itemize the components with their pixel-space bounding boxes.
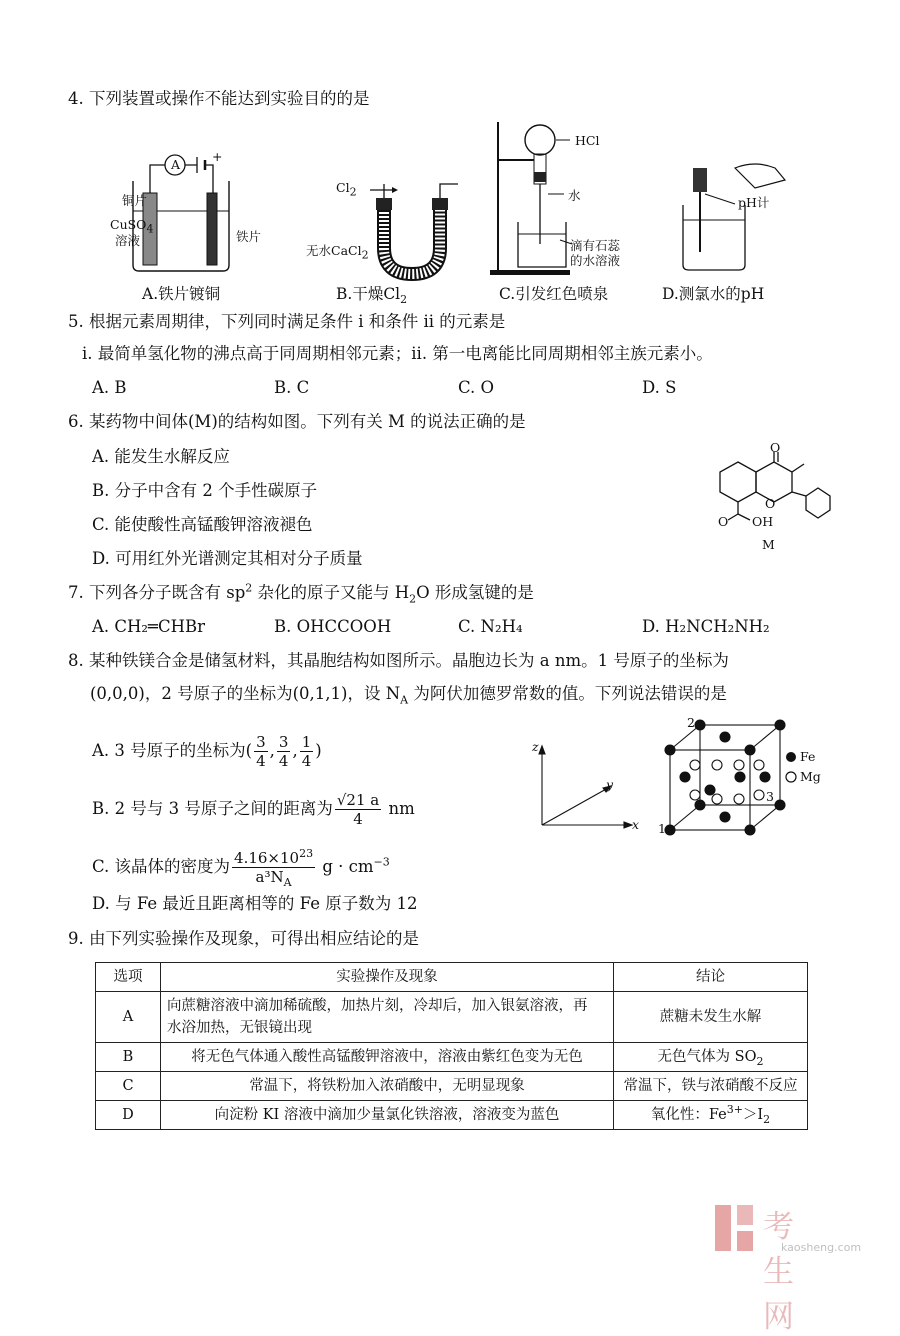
iron-label: 铁片: [236, 229, 262, 244]
q7-option-d: D. H₂NCH₂NH₂: [642, 617, 770, 636]
q7-option-b: B. OHCCOOH: [274, 617, 392, 636]
q6-stem: 6. 某药物中间体(M)的结构如图。下列有关 M 的说法正确的是: [68, 412, 526, 431]
cacl2-label: 无水CaCl$_2$: [306, 243, 369, 262]
q8-option-b: B. 2 号与 3 号原子之间的距离为 $\frac{√21 a}{4}$ nm: [92, 791, 415, 828]
q4-stem: 4. 下列装置或操作不能达到实验目的的是: [68, 89, 370, 108]
atom-label-1: 1: [658, 821, 666, 836]
m-oxo-o: O: [770, 440, 781, 455]
row-option: B: [96, 1043, 161, 1072]
caption-c: C.引发红色喷泉: [499, 285, 609, 303]
q7-option-a: A. CH₂═CHBr: [92, 617, 205, 636]
header-operation: 实验操作及现象: [161, 963, 614, 992]
row-operation: 常温下，将铁粉加入浓硝酸中，无明显现象: [161, 1072, 614, 1101]
hcl-label: HCl: [575, 133, 600, 148]
header-conclusion: 结论: [614, 963, 808, 992]
ammeter-label: A: [171, 157, 181, 172]
q5-option-a: A. B: [92, 378, 127, 397]
atom-label-2: 2: [687, 715, 695, 730]
row-conclusion: 无色气体为 $SO_2$: [614, 1043, 808, 1072]
litmus-label-2: 的水溶液: [570, 253, 621, 268]
table-row: [96, 1072, 808, 1101]
cl2-label: $Cl_2$: [336, 180, 357, 199]
q8-option-d: D. 与 Fe 最近且距离相等的 Fe 原子数为 12: [92, 894, 418, 913]
table-row: [96, 1101, 808, 1130]
atom-label-3: 3: [766, 789, 774, 804]
q7-stem: 7. 下列各分子既含有 $sp^2$ 杂化的原子又能与 $H_2O$ 形成氢键的是: [68, 581, 534, 606]
copper-label: 铜片: [122, 193, 148, 208]
header-option: 选项: [96, 963, 161, 992]
axis-y: y: [606, 777, 614, 792]
figure-u-tube: [370, 178, 460, 278]
m-acid-oh: OH: [752, 514, 774, 529]
table-header-row: [96, 963, 808, 992]
unit-cell: [655, 715, 805, 845]
litmus-label-1: 滴有石蕊: [570, 238, 621, 253]
legend-markers: [784, 750, 798, 784]
solution-label: 溶液: [115, 233, 141, 248]
table-row: [96, 992, 808, 1043]
row-conclusion: 蔗糖未发生水解: [614, 992, 808, 1043]
q5-option-b: B. C: [274, 378, 310, 397]
row-conclusion: 氧化性：$Fe^{3+}>I_2$: [614, 1101, 808, 1130]
cuso4-label: CuSO$_4$: [110, 217, 154, 236]
figure-ph-meter: [675, 160, 785, 275]
water-label: 水: [568, 188, 581, 203]
row-operation: 向淀粉 KI 溶液中滴加少量氯化铁溶液，溶液变为蓝色: [161, 1101, 614, 1130]
m-acid-o: O: [718, 514, 729, 529]
legend-fe: Fe: [800, 749, 816, 764]
row-conclusion: 常温下，铁与浓硝酸不反应: [614, 1072, 808, 1101]
m-ring-o: O: [765, 496, 776, 511]
q8-option-a: A. 3 号原子的坐标为( $\frac{3}{4}$ , $\frac{3}{4}$ , $\frac{1}{4}$ ): [92, 733, 322, 770]
m-name: M: [762, 537, 775, 552]
axis-z: z: [532, 739, 539, 754]
row-option: D: [96, 1101, 161, 1130]
watermark-cn: 考生网: [763, 1209, 796, 1335]
q6-option-a: A. 能发生水解反应: [92, 447, 230, 466]
q7-option-c: C. N₂H₄: [458, 617, 523, 636]
q8-option-c: C. 该晶体的密度为 $\frac{4.16\times 10^{23}}{a^3N_A}$ $g \cdot cm^{-3}$: [92, 847, 390, 889]
row-operation: 向蔗糖溶液中滴加稀硫酸，加热片刻，冷却后，加入银氨溶液，再 水浴加热，无银镜出现: [161, 992, 614, 1043]
ph-meter-label: pH计: [738, 195, 770, 210]
q9-table: [95, 962, 808, 1130]
positive-terminal: +: [212, 149, 223, 164]
watermark-logo-icon: [715, 1205, 757, 1251]
caption-b: B.干燥$Cl_2$: [336, 285, 408, 307]
coordinate-axes: [530, 740, 640, 835]
axis-x: x: [632, 817, 640, 832]
q8-line2: (0,0,0)，2 号原子的坐标为(0,1,1)，设 $N_A$ 为阿伏加德罗常数的值。下列说法错误的是: [90, 684, 727, 707]
q6-option-c: C. 能使酸性高锰酸钾溶液褪色: [92, 515, 313, 534]
watermark-en: kaosheng.com: [781, 1241, 862, 1254]
q6-option-d: D. 可用红外光谱测定其相对分子质量: [92, 549, 363, 568]
row-option: A: [96, 992, 161, 1043]
legend-mg: Mg: [800, 769, 821, 784]
q5-stem: 5. 根据元素周期律，下列同时满足条件 i 和条件 ii 的元素是: [68, 312, 506, 331]
q5-option-c: C. O: [458, 378, 495, 397]
row-option: C: [96, 1072, 161, 1101]
q5-conditions: i. 最简单氢化物的沸点高于同周期相邻元素；ii. 第一电离能比同周期相邻主族元素小。: [82, 344, 713, 363]
q9-stem: 9. 由下列实验操作及现象，可得出相应结论的是: [68, 929, 419, 948]
q8-line1: 8. 某种铁镁合金是储氢材料，其晶胞结构如图所示。晶胞边长为 a nm。1 号原子的坐标为: [68, 651, 729, 670]
q5-option-d: D. S: [642, 378, 677, 397]
caption-d: D.测氯水的pH: [662, 285, 765, 303]
q6-option-b: B. 分子中含有 2 个手性碳原子: [92, 481, 318, 500]
caption-a: A.铁片镀铜: [142, 285, 221, 303]
row-operation: 将无色气体通入酸性高锰酸钾溶液中，溶液由紫红色变为无色: [161, 1043, 614, 1072]
table-row: [96, 1043, 808, 1072]
